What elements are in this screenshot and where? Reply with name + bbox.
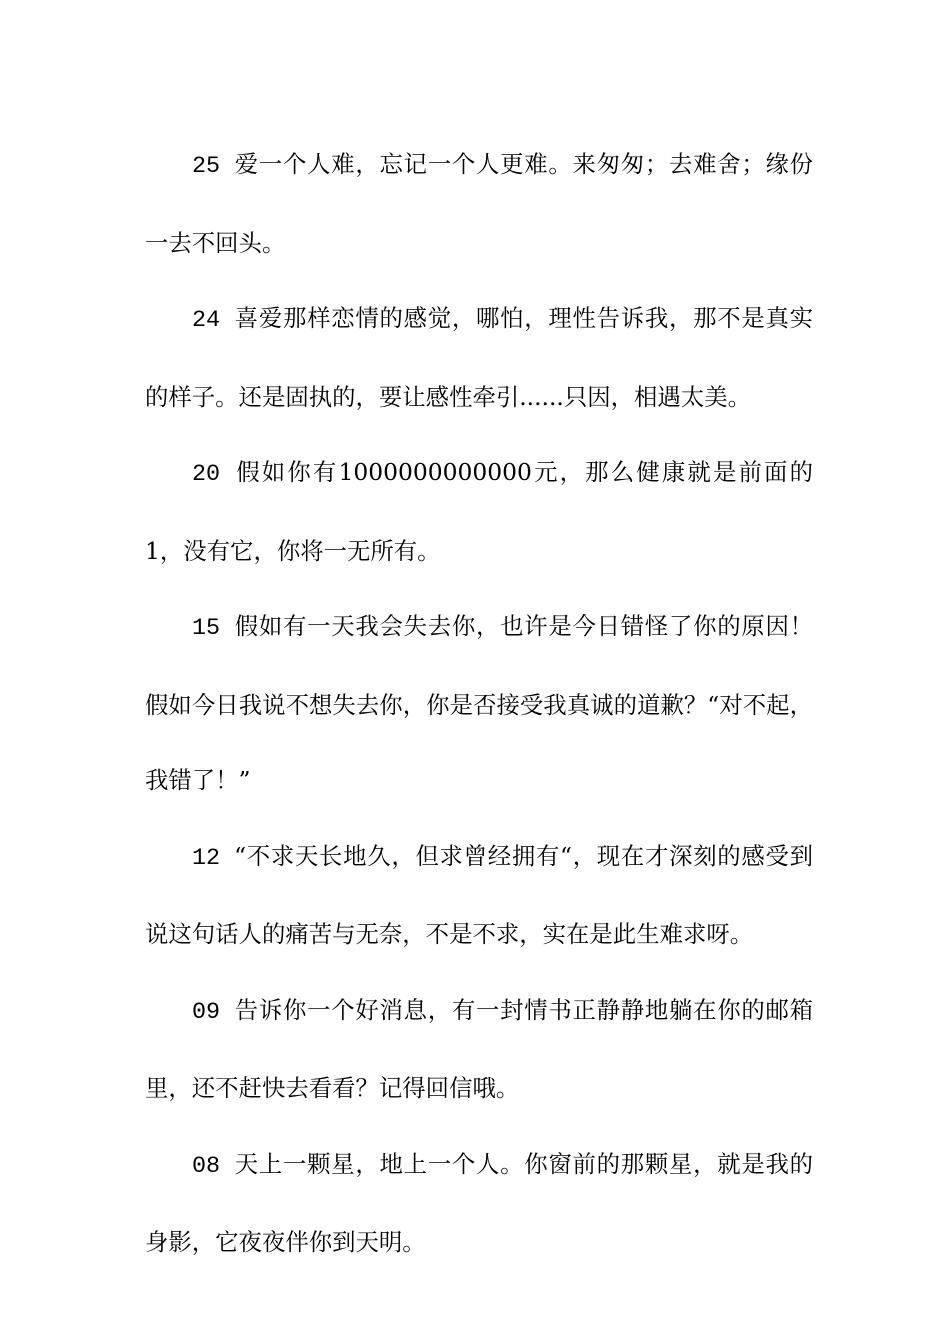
paragraph-text: 假如你有1000000000000元，那么健康就是前面的1，没有它，你将一无所有。 [145,458,813,565]
paragraph-20 [145,435,813,589]
paragraph-number: 12 [192,845,221,872]
paragraph-24 [145,281,813,435]
paragraph-15 [145,589,813,819]
paragraph-text: “不求天长地久，但求曾经拥有“，现在才深刻的感受到说这句话人的痛苦与无奈，不是不求，实在是此生难求呀。 [145,841,813,948]
paragraph-12 [145,819,813,973]
paragraph-number: 15 [192,616,221,642]
paragraph-number: 25 [192,154,221,180]
paragraph-number: 08 [192,1153,221,1180]
paragraph-text: 告诉你一个好消息，有一封情书正静静地躺在你的邮箱里，还不赶快去看看？记得回信哦。 [145,995,813,1102]
paragraph-number: 24 [192,308,221,334]
paragraph-09 [145,973,813,1127]
document-body [145,127,813,1281]
paragraph-text: 喜爱那样恋情的感觉，哪怕，理性告诉我，那不是真实的样子。还是固执的，要让感性牵引......只因，相遇太美。 [145,304,813,411]
paragraph-08 [145,1127,813,1281]
paragraph-text: 假如有一天我会失去你，也许是今日错怪了你的原因！假如今日我说不想失去你，你是否接受我真诚的道歉？“对不起，我错了！” [145,612,813,794]
paragraph-number: 09 [192,999,221,1026]
paragraph-number: 20 [192,462,221,488]
paragraph-25 [145,127,813,281]
paragraph-text: 爱一个人难，忘记一个人更难。来匆匆；去难舍；缘份一去不回头。 [145,150,813,257]
paragraph-text: 天上一颗星，地上一个人。你窗前的那颗星，就是我的身影，它夜夜伴你到天明。 [145,1149,813,1256]
